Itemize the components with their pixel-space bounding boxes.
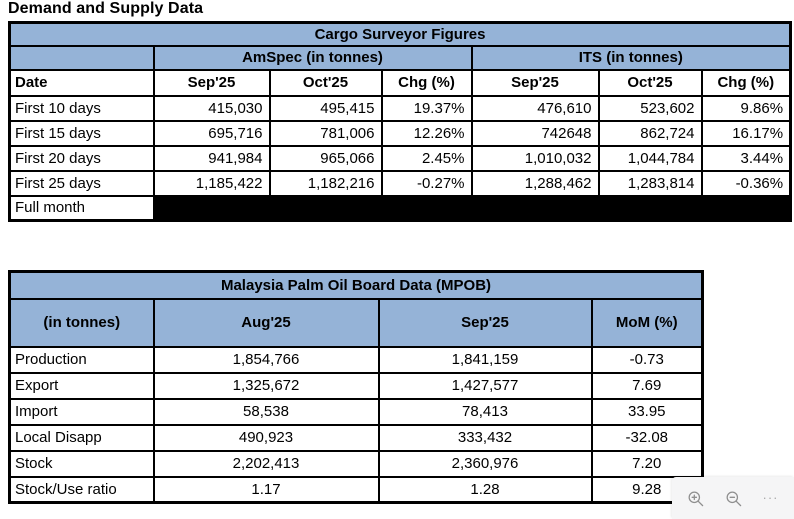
page-title: Demand and Supply Data — [8, 0, 204, 17]
group-header-spacer — [10, 46, 154, 70]
row-label: Full month — [10, 196, 154, 221]
cell: 695,716 — [154, 121, 270, 146]
table-row — [10, 96, 791, 121]
cell: 965,066 — [270, 146, 382, 171]
cell: -0.27% — [382, 171, 472, 196]
cell: 9.86% — [702, 96, 791, 121]
cell: 1,841,159 — [379, 347, 592, 373]
zoom-out-icon — [724, 489, 743, 508]
cell: 3.44% — [702, 146, 791, 171]
cell: 742648 — [472, 121, 599, 146]
cell: 415,030 — [154, 96, 270, 121]
column-header-in-tonnes: (in tonnes) — [10, 299, 154, 347]
group-header-its: ITS (in tonnes) — [472, 46, 791, 70]
table-row — [10, 347, 703, 373]
more-options-button[interactable] — [757, 484, 785, 512]
cell: 1,288,462 — [472, 171, 599, 196]
table-row — [10, 425, 703, 451]
column-header-aug25: Aug'25 — [154, 299, 379, 347]
cell: 1,325,672 — [154, 373, 379, 399]
cell: 333,432 — [379, 425, 592, 451]
cell: 1,010,032 — [472, 146, 599, 171]
cell: 2,202,413 — [154, 451, 379, 477]
table-row — [10, 451, 703, 477]
cell: 495,415 — [270, 96, 382, 121]
cell: 941,984 — [154, 146, 270, 171]
cell: 2.45% — [382, 146, 472, 171]
column-header-amspec-oct25: Oct'25 — [270, 70, 382, 96]
table-row — [10, 146, 791, 171]
cell: 490,923 — [154, 425, 379, 451]
cell: 7.69 — [592, 373, 703, 399]
row-label: Stock — [10, 451, 154, 477]
cell: 33.95 — [592, 399, 703, 425]
more-options-icon: ··· — [762, 490, 779, 505]
row-label: First 10 days — [10, 96, 154, 121]
cell: 1,427,577 — [379, 373, 592, 399]
cell: 523,602 — [599, 96, 702, 121]
cell: 19.37% — [382, 96, 472, 121]
cell: 1,854,766 — [154, 347, 379, 373]
cell: 9.28 — [592, 477, 703, 503]
cargo-table-title: Cargo Surveyor Figures — [10, 23, 791, 46]
cell: 58,538 — [154, 399, 379, 425]
cell: 1.17 — [154, 477, 379, 503]
row-label: Stock/Use ratio — [10, 477, 154, 503]
row-label: First 20 days — [10, 146, 154, 171]
column-header-its-sep25: Sep'25 — [472, 70, 599, 96]
cell: -0.36% — [702, 171, 791, 196]
cell: 1.28 — [379, 477, 592, 503]
column-header-amspec-sep25: Sep'25 — [154, 70, 270, 96]
table-row — [10, 121, 791, 146]
cell: 12.26% — [382, 121, 472, 146]
column-header-sep25: Sep'25 — [379, 299, 592, 347]
table-row-full-month — [10, 196, 791, 221]
group-header-amspec: AmSpec (in tonnes) — [154, 46, 472, 70]
table-row — [10, 373, 703, 399]
cell: -0.73 — [592, 347, 703, 373]
zoom-in-button[interactable] — [682, 484, 710, 512]
row-label: Local Disapp — [10, 425, 154, 451]
cell: 7.20 — [592, 451, 703, 477]
cell: 78,413 — [379, 399, 592, 425]
column-header-amspec-chg: Chg (%) — [382, 70, 472, 96]
cell: 2,360,976 — [379, 451, 592, 477]
row-label: Export — [10, 373, 154, 399]
redacted-cells — [154, 196, 791, 221]
mpob-table-title: Malaysia Palm Oil Board Data (MPOB) — [10, 272, 703, 299]
row-label: Production — [10, 347, 154, 373]
viewer-zoom-toolbar — [672, 477, 794, 519]
row-label: First 25 days — [10, 171, 154, 196]
cell: 1,185,422 — [154, 171, 270, 196]
table-row — [10, 399, 703, 425]
column-header-its-chg: Chg (%) — [702, 70, 791, 96]
column-header-its-oct25: Oct'25 — [599, 70, 702, 96]
column-header-date: Date — [10, 70, 154, 96]
cell: -32.08 — [592, 425, 703, 451]
cell: 476,610 — [472, 96, 599, 121]
cell: 862,724 — [599, 121, 702, 146]
zoom-in-icon — [686, 489, 705, 508]
table-row — [10, 171, 791, 196]
table-row — [10, 477, 703, 503]
cell: 1,182,216 — [270, 171, 382, 196]
cell: 1,044,784 — [599, 146, 702, 171]
cell: 781,006 — [270, 121, 382, 146]
mpob-table — [8, 270, 704, 504]
column-header-mom: MoM (%) — [592, 299, 703, 347]
cell: 1,283,814 — [599, 171, 702, 196]
cell: 16.17% — [702, 121, 791, 146]
row-label: Import — [10, 399, 154, 425]
row-label: First 15 days — [10, 121, 154, 146]
zoom-out-button[interactable] — [719, 484, 747, 512]
cargo-surveyor-table — [8, 21, 792, 222]
